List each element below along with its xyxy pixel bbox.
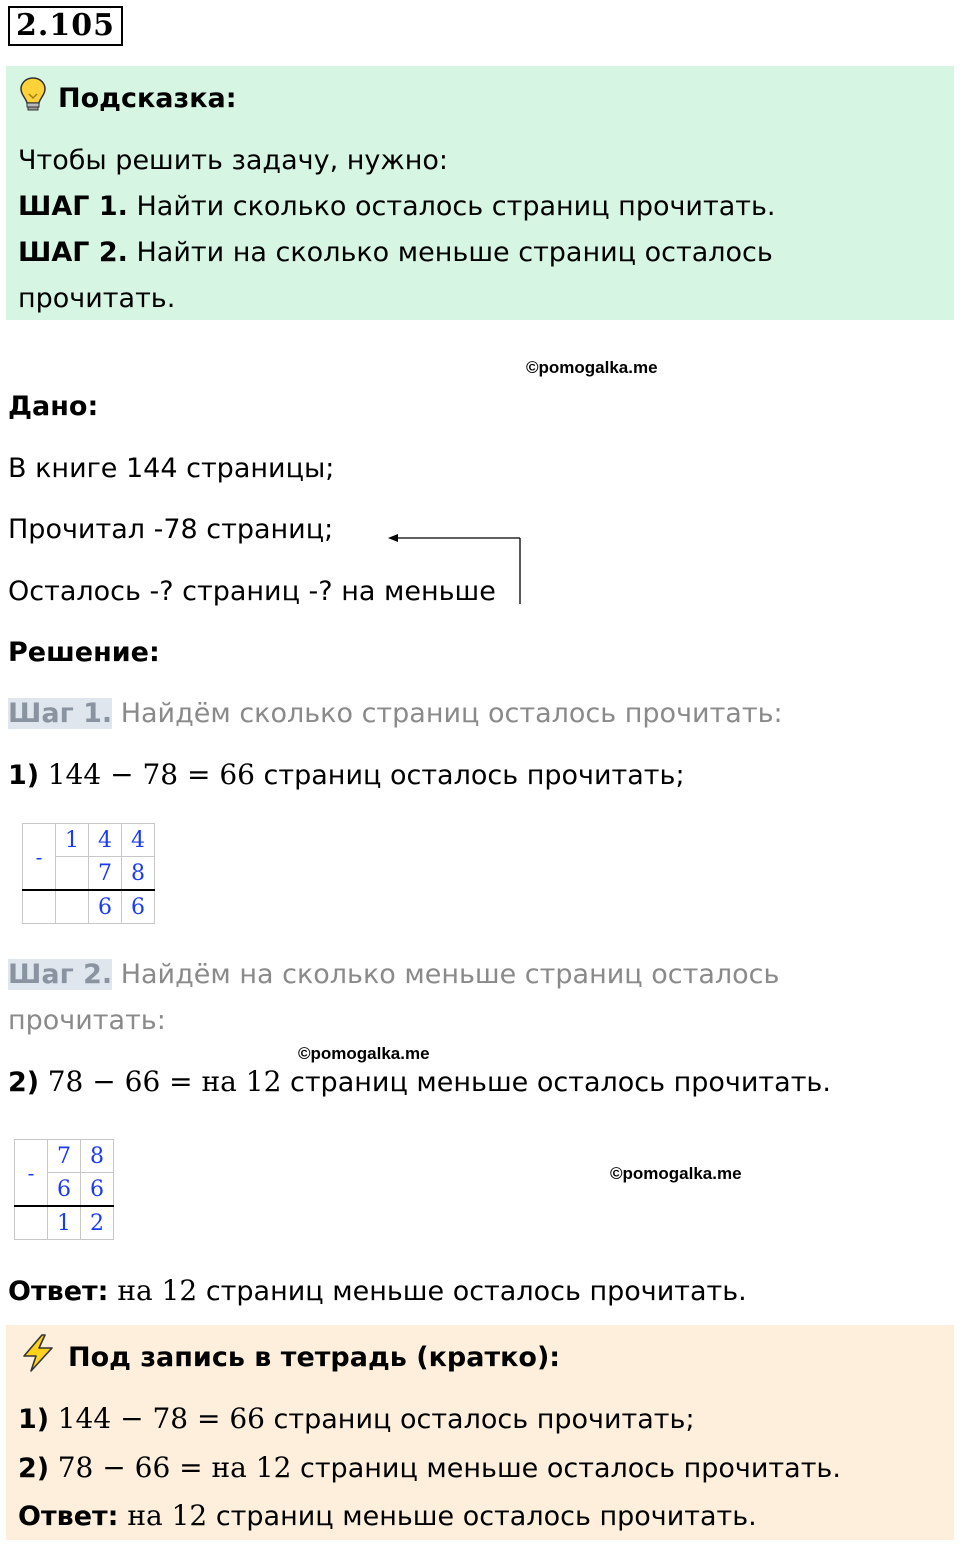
calc1-cell <box>56 857 89 891</box>
nb-l1-text: страниц осталось прочитать; <box>264 1404 695 1435</box>
step1-label: Шаг 1. <box>8 698 113 729</box>
step2-cont: прочитать: <box>8 1005 166 1036</box>
notebook-answer <box>18 1499 757 1534</box>
given-line3: Осталось -? страниц -? на меньше <box>8 576 496 607</box>
hint-step1-text: Найти сколько осталось страниц прочитать. <box>127 191 776 222</box>
lightbulb-icon <box>18 76 48 122</box>
given-line1: В книге 144 страницы; <box>8 453 335 484</box>
calc2-cell: 1 <box>48 1206 81 1240</box>
eq2-math: 78 − 66 = на 12 <box>47 1065 282 1098</box>
solution-step2 <box>8 958 779 992</box>
calc2-cell: 6 <box>81 1173 114 1207</box>
nb-l2-text: страниц меньше осталось прочитать. <box>291 1453 841 1484</box>
equation-2 <box>8 1065 831 1100</box>
calc1-operator: - <box>23 824 56 891</box>
eq1-math: 144 − 78 = 66 <box>47 758 255 791</box>
calc2-cell: 6 <box>48 1173 81 1207</box>
problem-number: 2.105 <box>8 6 123 46</box>
notebook-title <box>18 1334 560 1382</box>
step2-label: Шаг 2. <box>8 959 113 990</box>
hint-intro: Чтобы решить задачу, нужно: <box>18 145 448 176</box>
calc2-cell: 7 <box>48 1140 81 1173</box>
solution-step1 <box>8 697 783 731</box>
nb-ans-label: Ответ: <box>18 1501 119 1532</box>
watermark: ©pomogalka.me <box>526 358 658 377</box>
hint-step1-label: ШАГ 1. <box>18 191 128 222</box>
calc1-cell: 6 <box>89 890 122 924</box>
hint-step2-cont: прочитать. <box>18 283 176 314</box>
calc1-cell: 4 <box>122 824 155 857</box>
hint-step2 <box>18 236 773 270</box>
hint-title-text: Подсказка: <box>58 83 237 114</box>
given-line2: Прочитал -78 страниц; <box>8 514 334 545</box>
answer-label: Ответ: <box>8 1276 109 1307</box>
eq1-num: 1) <box>8 760 40 791</box>
calc2-cell <box>15 1206 48 1240</box>
hint-step2-label: ШАГ 2. <box>18 237 128 268</box>
step2-text: Найдём на сколько меньше страниц осталось <box>112 959 780 990</box>
calc2-cell: 2 <box>81 1206 114 1240</box>
answer-text: страниц меньше осталось прочитать. <box>197 1276 747 1307</box>
calc1-cell: 1 <box>56 824 89 857</box>
nb-ans-math: на 12 <box>118 1499 208 1532</box>
step1-text: Найдём сколько страниц осталось прочитать: <box>112 698 783 729</box>
hint-title <box>18 76 237 122</box>
equation-1 <box>8 758 685 793</box>
calc1-cell: 4 <box>89 824 122 857</box>
eq2-num: 2) <box>8 1067 40 1098</box>
lightning-icon <box>18 1334 58 1382</box>
answer <box>8 1274 747 1309</box>
hint-step2-text: Найти на сколько меньше страниц осталось <box>127 237 773 268</box>
nb-l1-math: 144 − 78 = 66 <box>57 1402 265 1435</box>
watermark: ©pomogalka.me <box>298 1044 430 1063</box>
eq1-text: страниц осталось прочитать; <box>254 760 685 791</box>
nb-l2-math: 78 − 66 = на 12 <box>57 1451 292 1484</box>
nb-l1-num: 1) <box>18 1404 50 1435</box>
nb-l2-num: 2) <box>18 1453 50 1484</box>
comparison-arrow <box>380 528 530 608</box>
column-subtraction-2 <box>14 1139 114 1240</box>
given-title: Дано: <box>8 391 99 422</box>
nb-ans-text: страниц меньше осталось прочитать. <box>207 1501 757 1532</box>
calc2-operator: - <box>15 1140 48 1207</box>
notebook-line2 <box>18 1451 841 1486</box>
watermark: ©pomogalka.me <box>610 1164 742 1183</box>
calc1-cell: 7 <box>89 857 122 891</box>
calc1-cell: 8 <box>122 857 155 891</box>
answer-math: на 12 <box>108 1274 198 1307</box>
calc2-cell: 8 <box>81 1140 114 1173</box>
column-subtraction-1 <box>22 823 155 924</box>
notebook-title-text: Под запись в тетрадь (кратко): <box>68 1342 561 1373</box>
calc1-cell <box>23 890 56 924</box>
notebook-line1 <box>18 1402 695 1437</box>
eq2-text: страниц меньше осталось прочитать. <box>281 1067 831 1098</box>
hint-step1 <box>18 190 775 224</box>
solution-title: Решение: <box>8 637 160 668</box>
calc1-cell: 6 <box>122 890 155 924</box>
calc1-cell <box>56 890 89 924</box>
